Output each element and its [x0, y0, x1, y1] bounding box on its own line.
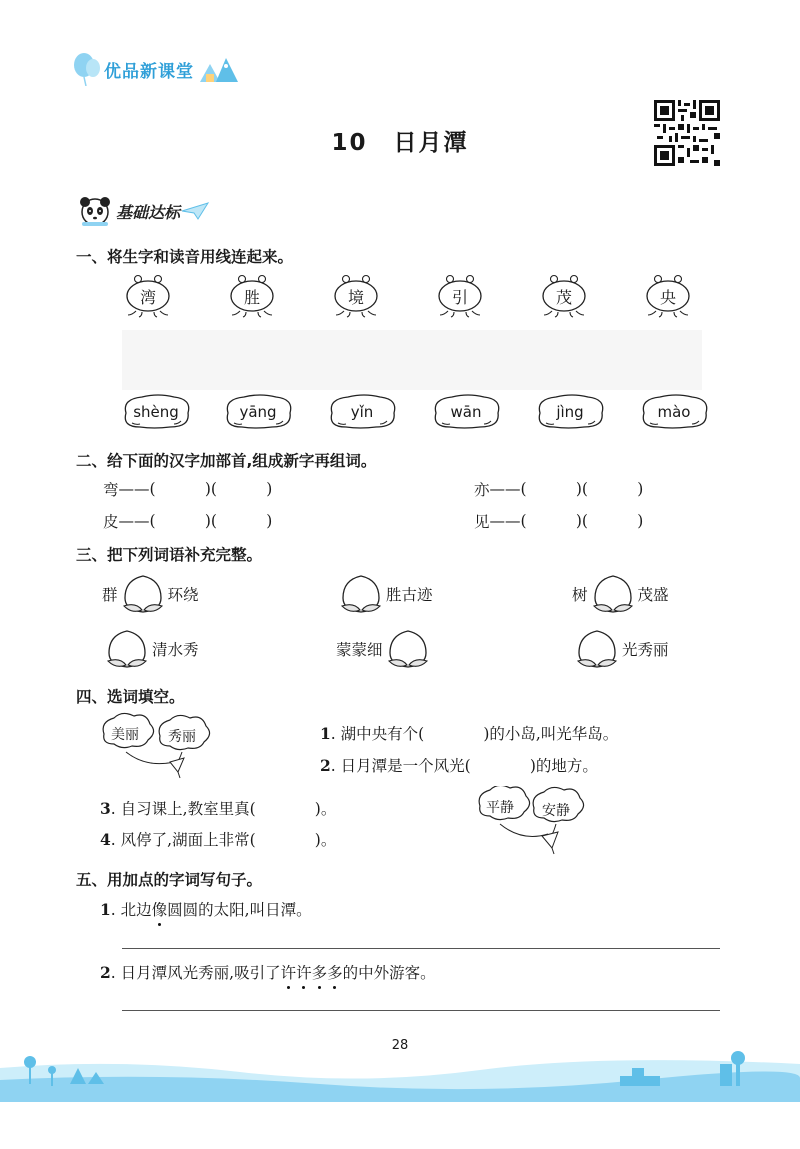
answer-blank[interactable] [471, 756, 530, 774]
character: 茂 [555, 287, 572, 307]
panda-icon [78, 194, 112, 228]
pinyin-card[interactable] [636, 393, 712, 431]
character: 胜 [243, 287, 260, 307]
dotted-char: 多 [327, 961, 343, 983]
q3-item [572, 627, 669, 671]
pinyin: shèng [133, 403, 179, 421]
q4-title: 四、选词填空。 [76, 688, 185, 706]
q5-sentence-1 [100, 898, 312, 920]
peach-blank-icon[interactable] [118, 572, 168, 616]
answer-blank[interactable] [256, 830, 315, 848]
q2-item [103, 510, 272, 532]
q5-title: 五、用加点的字词写句子。 [76, 871, 263, 889]
peach-blank-icon[interactable] [102, 627, 152, 671]
dotted-word: 像 [152, 898, 168, 920]
mountain-house-icon [194, 52, 240, 86]
peach-blank-icon[interactable] [588, 572, 638, 616]
q2-dash: —— [118, 480, 150, 498]
footer-decoration [0, 1050, 800, 1102]
sentence-number: 2 [320, 755, 331, 775]
answer-line[interactable] [122, 948, 720, 949]
q2-item [103, 478, 272, 500]
sentence-number: 1 [320, 723, 331, 743]
pinyin: wān [450, 403, 482, 421]
q3-item [336, 572, 433, 616]
sentence-number: 1 [100, 899, 111, 919]
lesson-name: 日月潭 [393, 130, 469, 156]
brand-logo [72, 50, 240, 88]
answer-line[interactable] [122, 1010, 720, 1011]
answer-blank[interactable]: ( )( ) [520, 480, 644, 498]
q2-dash: —— [118, 512, 150, 530]
word-after: 环绕 [167, 586, 199, 604]
word-after: 茂盛 [637, 586, 669, 604]
answer-blank[interactable]: ( )( ) [149, 480, 273, 498]
q2-item [474, 478, 643, 500]
balloon-icon [72, 52, 102, 86]
q2-char: 亦 [474, 481, 490, 499]
q2-char: 弯 [103, 481, 119, 499]
q3-item [572, 572, 669, 616]
pinyin: yāng [239, 403, 277, 421]
character: 湾 [139, 287, 156, 307]
qr-code-icon[interactable] [654, 100, 720, 166]
q2-char: 见 [474, 513, 490, 531]
pinyin: mào [657, 403, 691, 421]
pinyin-card[interactable] [220, 393, 296, 431]
pinyin-card[interactable] [428, 393, 504, 431]
pinyin: yǐn [350, 403, 374, 421]
sentence-number: 4 [100, 829, 111, 849]
q3-item [102, 627, 199, 671]
sentence-text: . 日月潭风光秀丽,吸引了 [110, 964, 281, 982]
sentence-text: )。 [314, 831, 337, 849]
word-before: 树 [572, 586, 588, 604]
sentence-text: )。 [314, 800, 337, 818]
word-cloud-1 [98, 712, 216, 780]
q4-sentence [320, 722, 618, 744]
character: 央 [659, 287, 676, 307]
peach-blank-icon[interactable] [572, 627, 622, 671]
cloud-word: 平静 [486, 800, 514, 816]
character-card[interactable] [122, 274, 174, 318]
q2-dash: —— [489, 480, 521, 498]
peach-blank-icon[interactable] [336, 572, 386, 616]
pinyin-card[interactable] [118, 393, 194, 431]
cloud-word: 美丽 [111, 727, 139, 743]
q2-char: 皮 [103, 513, 119, 531]
sentence-text: . 湖中央有个( [330, 725, 425, 743]
sentence-text: . 日月潭是一个风光( [330, 757, 471, 775]
q3-item [336, 627, 433, 671]
q3-title: 三、把下列词语补充完整。 [76, 546, 263, 564]
q4-sentence [100, 797, 336, 819]
word-before: 蒙蒙细 [336, 641, 383, 659]
q4-sentence [100, 828, 336, 850]
character-card[interactable] [330, 274, 382, 318]
dotted-char: 许 [281, 961, 297, 983]
pinyin-card[interactable] [324, 393, 400, 431]
dotted-char: 许 [296, 961, 312, 983]
sentence-text: . 自习课上,教室里真( [110, 800, 256, 818]
sentence-text: . 风停了,湖面上非常( [110, 831, 256, 849]
q1-title: 一、将生字和读音用线连起来。 [76, 248, 294, 266]
sentence-number: 3 [100, 798, 111, 818]
character-card[interactable] [226, 274, 278, 318]
word-after: 清水秀 [152, 641, 199, 659]
answer-blank[interactable] [424, 724, 483, 742]
section-badge [78, 193, 210, 229]
match-area[interactable] [122, 330, 702, 390]
word-after: 胜古迹 [386, 586, 433, 604]
word-after: 光秀丽 [622, 641, 669, 659]
q2-item [474, 510, 643, 532]
character: 引 [451, 287, 468, 307]
q4-sentence [320, 754, 598, 776]
sentence-text: . 北边 [110, 901, 152, 919]
paper-plane-icon [180, 201, 210, 221]
word-before: 群 [102, 586, 118, 604]
sentence-text: )的小岛,叫光华岛。 [483, 725, 619, 743]
answer-blank[interactable]: ( )( ) [149, 512, 273, 530]
page-number: 28 [391, 1038, 409, 1053]
q2-dash: —— [489, 512, 521, 530]
character-card[interactable] [434, 274, 486, 318]
character: 境 [347, 287, 364, 307]
answer-blank[interactable]: ( )( ) [520, 512, 644, 530]
character-card[interactable] [642, 274, 694, 318]
dotted-char: 多 [312, 961, 328, 983]
sentence-text: 圆圆的太阳,叫日潭。 [167, 901, 312, 919]
answer-blank[interactable] [256, 799, 315, 817]
q3-item [102, 572, 199, 616]
peach-blank-icon[interactable] [383, 627, 433, 671]
lesson-number: 10 [331, 130, 368, 156]
sentence-text: 的中外游客。 [342, 964, 436, 982]
q2-title: 二、给下面的汉字加部首,组成新字再组词。 [76, 452, 377, 470]
cloud-word: 安静 [542, 803, 570, 819]
brand-name: 优品新课堂 [104, 61, 194, 82]
pinyin-card[interactable] [532, 393, 608, 431]
cloud-word: 秀丽 [168, 729, 196, 745]
pinyin: jìng [556, 403, 584, 421]
sentence-text: )的地方。 [529, 757, 598, 775]
section-title: 基础达标 [116, 202, 181, 222]
sentence-number: 2 [100, 962, 111, 982]
q5-sentence-2 [100, 961, 436, 983]
character-card[interactable] [538, 274, 590, 318]
